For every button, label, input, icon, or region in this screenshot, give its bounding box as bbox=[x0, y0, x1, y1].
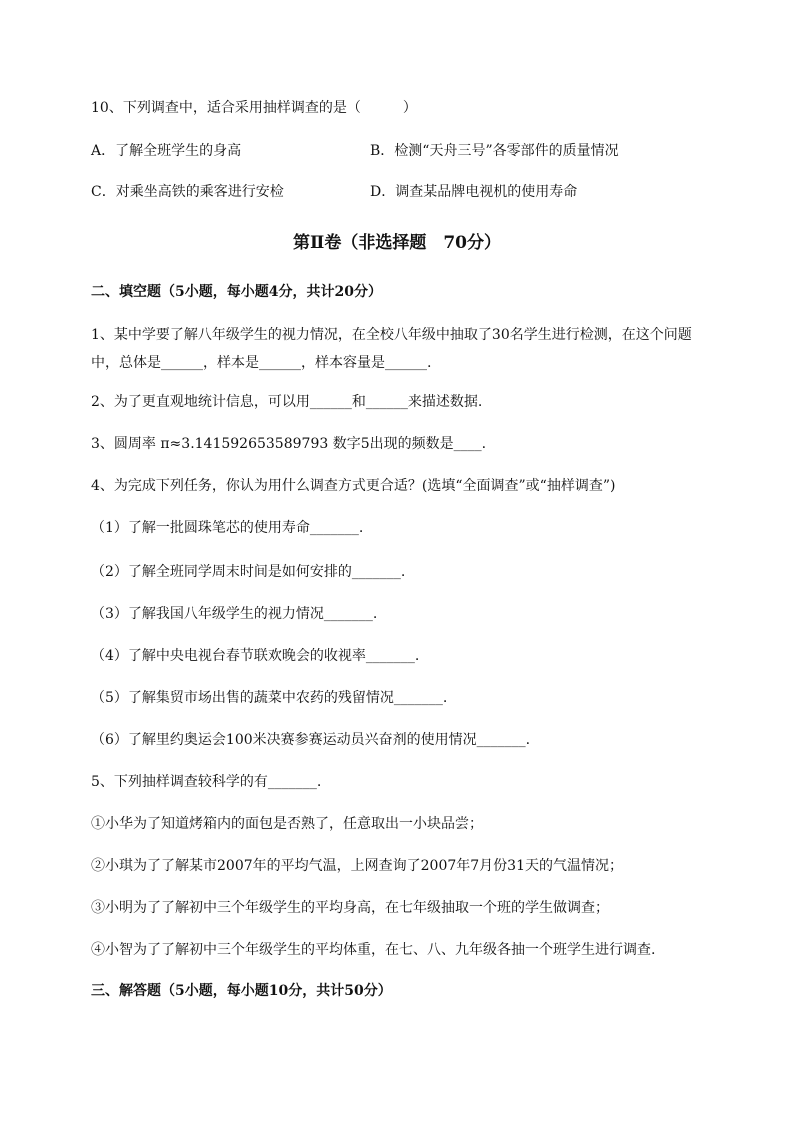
question-4-item-2: （2）了解全班同学周末时间是如何安排的_______. bbox=[91, 564, 406, 580]
fill-question-2: 2、为了更直观地统计信息，可以用______和______来描述数据. bbox=[91, 394, 483, 410]
option-d: D．调查某品牌电视机的使用寿命 bbox=[370, 184, 578, 200]
option-c: C．对乘坐高铁的乘客进行安检 bbox=[91, 184, 284, 200]
answer-section-heading: 三、解答题（5小题，每小题10分，共计50分） bbox=[91, 983, 392, 999]
question-4-item-3: （3）了解我国八年级学生的视力情况_______. bbox=[91, 606, 378, 622]
question-4-item-1: （1）了解一批圆珠笔芯的使用寿命_______. bbox=[91, 520, 364, 536]
question-4-item-4: （4）了解中央电视台春节联欢晚会的收视率_______. bbox=[91, 648, 420, 664]
option-a: A．了解全班学生的身高 bbox=[91, 143, 242, 159]
question-5-item-3: ③小明为了了解初中三个年级学生的平均身高，在七年级抽取一个班的学生做调查； bbox=[91, 900, 609, 916]
fill-question-4-stem: 4、为完成下列任务，你认为用什么调查方式更合适？(选填“全面调查”或“抽样调查”) bbox=[91, 478, 616, 494]
fill-question-5-stem: 5、下列抽样调查较科学的有_______. bbox=[91, 774, 322, 790]
question-5-item-1: ①小华为了知道烤箱内的面包是否熟了，任意取出一小块品尝； bbox=[91, 816, 483, 832]
fill-in-heading: 二、填空题（5小题，每小题4分，共计20分） bbox=[91, 284, 382, 300]
fill-question-1: 1、某中学要了解八年级学生的视力情况，在全校八年级中抽取了30名学生进行检测，在这个问题中，总体是______，样本是______，样本容量是______. bbox=[91, 327, 692, 371]
question-10-stem: 10、下列调查中，适合采用抽样调查的是（ ） bbox=[91, 100, 417, 116]
question-4-item-6: （6）了解里约奥运会100米决赛参赛运动员兴奋剂的使用情况_______. bbox=[91, 732, 531, 748]
question-4-item-5: （5）了解集贸市场出售的蔬菜中农药的残留情况_______. bbox=[91, 690, 448, 706]
fill-question-3: 3、圆周率 π≈3.141592653589793 数字5出现的频数是____. bbox=[91, 436, 487, 452]
option-b: B．检测“天舟三号”各零部件的质量情况 bbox=[370, 143, 619, 159]
part-2-title: 第Ⅱ卷（非选择题 70分） bbox=[293, 233, 501, 253]
question-5-item-2: ②小琪为了了解某市2007年的平均气温，上网查询了2007年7月份31天的气温情况； bbox=[91, 858, 623, 874]
question-5-item-4: ④小智为了了解初中三个年级学生的平均体重，在七、八、九年级各抽一个班学生进行调查. bbox=[91, 942, 656, 958]
